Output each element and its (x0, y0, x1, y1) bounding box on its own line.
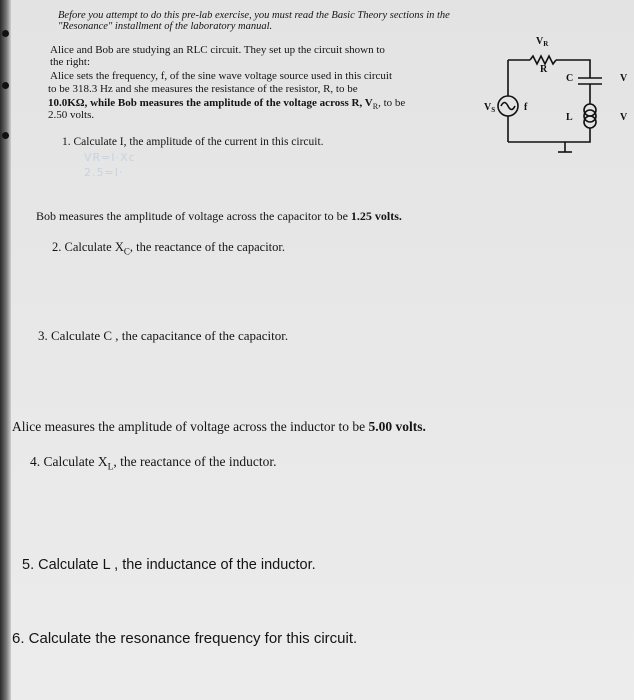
binder-hole (2, 132, 9, 139)
setup-line-6: 2.50 volts. (48, 109, 95, 121)
label-r: R (540, 64, 548, 75)
label-vl: V (620, 112, 628, 123)
setup-line-4: to be 318.3 Hz and she measures the resistance of the resistor, R, to be (48, 83, 358, 95)
resistor-symbol (530, 56, 556, 64)
label-vr: $V_R$ (536, 36, 549, 48)
circuit-wire (508, 128, 590, 142)
label-l: L (566, 112, 573, 123)
question-5: 5. Calculate L , the inductance of the inductor. (22, 557, 316, 573)
binder-edge (0, 0, 11, 700)
intro-line-1: Before you attempt to do this pre-lab exercise, you must read the Basic Theory sections in the (58, 10, 450, 21)
setup-line-2: the right: (50, 56, 91, 68)
handwriting-line-2: 2.5=I· (84, 166, 124, 179)
setup-line-1: Alice and Bob are studying an RLC circuit. They set up the circuit shown to (50, 44, 385, 56)
capacitor-measurement: Bob measures the amplitude of voltage across the capacitor to be 1.25 volts. (36, 209, 402, 223)
binder-hole (2, 82, 9, 89)
handwriting-line-1: VR=I·Xc (84, 151, 136, 164)
question-3: 3. Calculate C , the capacitance of the capacitor. (38, 328, 289, 343)
label-c: C (566, 73, 574, 84)
rlc-circuit-diagram (470, 30, 634, 170)
setup-line-3: Alice sets the frequency, f, of the sine wave voltage source used in this circuit (50, 70, 393, 82)
sine-wave-icon (501, 103, 515, 110)
question-1: 1. Calculate I, the amplitude of the current in this circuit. (62, 136, 324, 148)
question-4: 4. Calculate $X_L$, the reactance of the inductor. (30, 454, 277, 473)
binder-hole (2, 30, 9, 37)
question-2: 2. Calculate $X_C$, the reactance of the capacitor. (52, 240, 285, 257)
label-vc: V (620, 73, 628, 84)
label-vs: $V_S$ (484, 102, 496, 114)
intro-line-2: "Resonance" installment of the laboratory manual. (58, 21, 273, 32)
inductor-measurement: Alice measures the amplitude of voltage across the inductor to be 5.00 volts. (12, 419, 426, 434)
question-6: 6. Calculate the resonance frequency for this circuit. (12, 630, 358, 647)
label-f: f (524, 102, 528, 113)
setup-line-5: 10.0KΩ, while Bob measures the amplitude of the voltage across R, $V_R$, to be (48, 97, 406, 112)
